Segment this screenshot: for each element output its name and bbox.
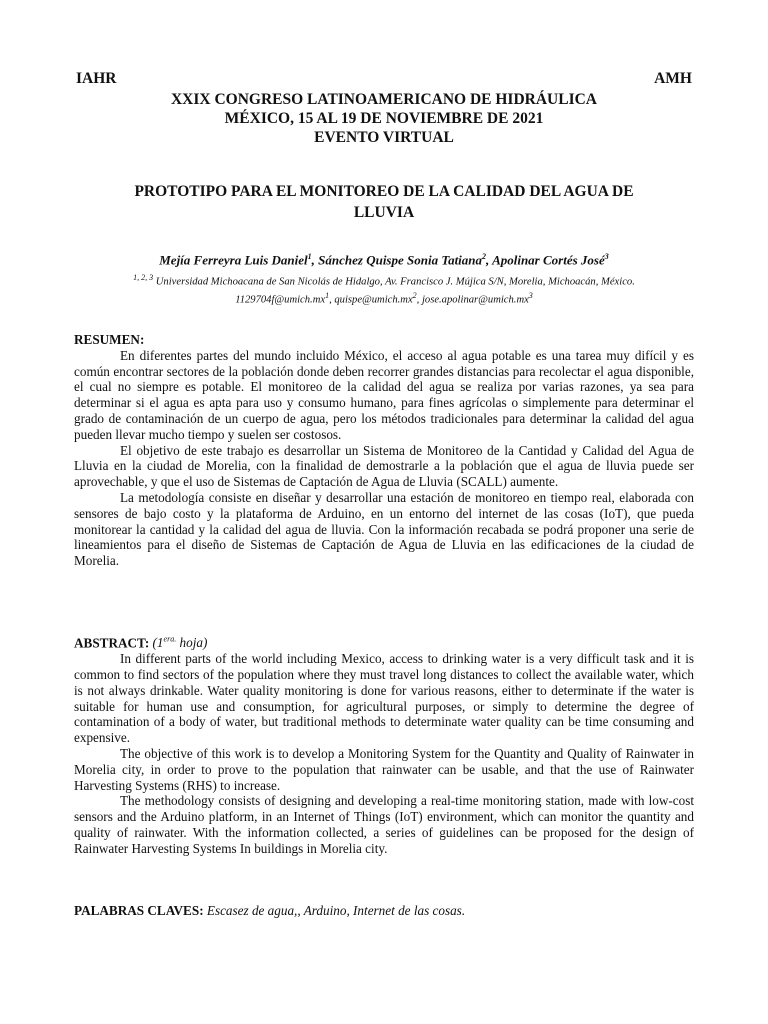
paper-title [76, 181, 692, 223]
email-2: quispe@umich.mx [334, 294, 413, 306]
resumen-section [74, 332, 694, 569]
affiliation-emails: $1129704f@umich.mx^1$, $quispe@umich.mx^2$, $jose.apolinar@umich.mx^3$ [235, 291, 533, 306]
abstract-note-sup: era. [163, 635, 177, 644]
congress-heading [76, 90, 692, 147]
affiliation-line1 [76, 271, 692, 289]
email-2-sup: 2 [412, 291, 417, 301]
keywords-heading: PALABRAS CLAVES: [74, 903, 204, 918]
congress-line2: MÉXICO, 15 AL 19 DE NOVIEMBRE DE 2021 [224, 110, 544, 127]
author-1: Mejía Ferreyra Luis Daniel [159, 252, 308, 268]
keywords-text: Escasez de agua,, Arduino, Internet de las cosas. [206, 903, 466, 918]
email-3: jose.apolinar@umich.mx [421, 294, 529, 306]
email-1-sup: 1 [325, 291, 330, 301]
email-1: 1129704f@umich.mx [235, 294, 326, 306]
abstract-paragraph-2: The objective of this work is to develop a Monitoring System for the Quantity and Quality of Rainwater in Morelia city, in order to prove to the population that rainwater can be usable, and that the use of Rainwater Harvesting Systems (RHS) to increase. [74, 745, 694, 793]
author-2-sup: 2 [482, 252, 487, 261]
abstract-paragraph-3: The methodology consists of designing and developing a real-time monitoring station, made with low-cost sensors and the Arduino platform, in an Internet of Things (IoT) environment, which can monitor the quantity and quality of rainwater. With the information collected, a series of guidelines can be proposed for the design of Rainwater Harvesting Systems In buildings in Morelia city. [74, 793, 694, 856]
abstract-note-post: hoja) [176, 635, 208, 651]
affiliation-text: Universidad Michoacana de San Nicolás de Hidalgo, Av. Francisco J. Mújica S/N, Morelia, Michoacán, México. [153, 276, 635, 288]
author-2: Sánchez Quispe Sonia Tatiana [318, 252, 483, 268]
abstract-note [153, 635, 208, 650]
header-left: IAHR [76, 70, 117, 87]
resumen-heading: RESUMEN: [74, 332, 145, 347]
author-3: Apolinar Cortés José [492, 252, 605, 268]
resumen-paragraph-2: El objetivo de este trabajo es desarrollar un Sistema de Monitoreo de la Cantidad y Calidad del Agua de Lluvia en la ciudad de Morelia, con la finalidad de demostrarle a la población que el agua de lluvia puede ser aprovechable, y que el uso de Sistemas de Captación de Agua de Lluvia (SCALL) aumente. [74, 442, 694, 490]
resumen-paragraph-1: En diferentes partes del mundo incluido México, el acceso al agua potable es una tarea muy difícil y es común encontrar sectores de la población donde deben recorrer grandes distancias para recolectar el agua disponible, el cual no siempre es potable. El monitoreo de la calidad del agua se realiza por varias razones, ya sea para determinar si el agua es apta para uso y consumo humano, para fines agrícolas o simplemente para determinar el grado de contaminación de un cuerpo de agua, pero los métodos tradicionales para determinar la calidad del agua pueden llevar mucho tiempo y suelen ser costosos. [74, 347, 694, 442]
congress-line3: EVENTO VIRTUAL [314, 129, 454, 146]
title-line1: PROTOTIPO PARA EL MONITOREO DE LA CALIDAD DEL AGUA DE [134, 183, 634, 200]
keywords [74, 903, 694, 919]
affiliation-sup: 1, 2, 3 [133, 273, 154, 282]
email-3-sup: 3 [528, 291, 533, 301]
abstract-heading: ABSTRACT: [74, 635, 150, 651]
abstract-section [74, 632, 694, 857]
title-line2: LLUVIA [353, 204, 415, 221]
resumen-paragraph-3: La metodología consiste en diseñar y desarrollar una estación de monitoreo en tiempo real, elaborada con sensores de bajo costo y la plataforma de Arduino, en un entorno del internet de las cosas (IoT), que pueda monitorear la cantidad y la calidad del agua de lluvia. Con la información recabada se podrá proponer una serie de lineamientos para el diseño de Sistemas de Captación de Agua de Lluvia en las edificaciones de la ciudad de Morelia. [74, 489, 694, 569]
affiliation [76, 271, 692, 307]
author-3-sup: 3 [604, 252, 609, 261]
abstract-note-pre: (1 [152, 635, 164, 651]
author-list: Mejía Ferreyra Luis Daniel$^1$, Sánchez Quispe Sonia Tatiana$^2$, Apolinar Cortés José$^3$ [159, 252, 609, 268]
abstract-paragraph-1: In different parts of the world including Mexico, access to drinking water is a very difficult task and it is common to find sectors of the population where they must travel long distances to collect the available water, which is not always drinkable. Water quality monitoring is done for various reasons, either to determinate if the water is suitable for human use and consumption, for agricultural purposes, or simply to determine the degree of contamination of a body of water, but traditional methods to determinate water quality can be time consuming and expensive. [74, 651, 694, 746]
abstract-heading-row [74, 632, 694, 651]
header-right: AMH [654, 70, 692, 87]
page-header [76, 70, 692, 88]
author-1-sup: 1 [307, 252, 312, 261]
congress-line1: XXIX CONGRESO LATINOAMERICANO DE HIDRÁULICA [170, 91, 597, 108]
